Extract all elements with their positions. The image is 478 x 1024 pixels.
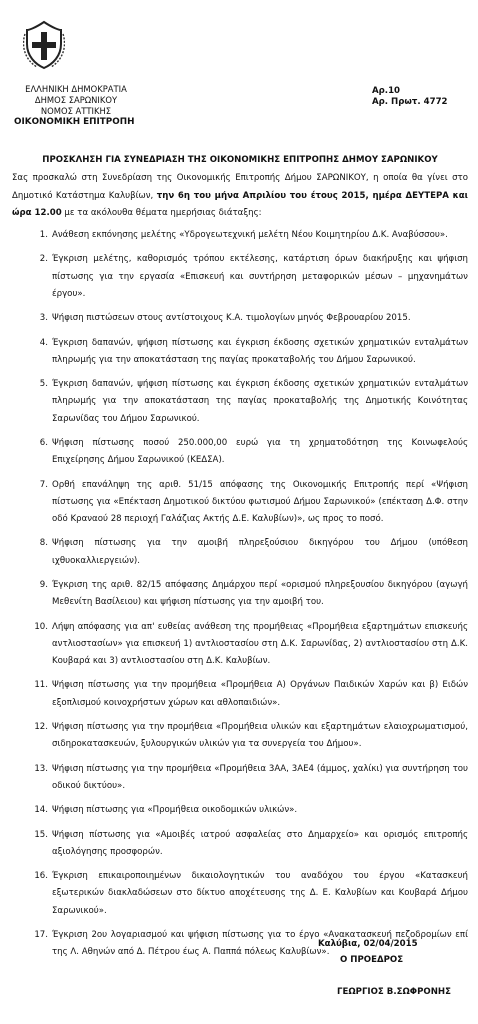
agenda-item-number: 15. xyxy=(34,829,48,840)
signer-role: Ο ΠΡΟΕΔΡΟΣ xyxy=(340,955,404,965)
agenda-item-number: 4. xyxy=(39,337,48,348)
agenda-item-number: 6. xyxy=(39,437,48,448)
issuer-line-municipality: ΔΗΜΟΣ ΣΑΡΩΝΙΚΟΥ xyxy=(34,95,118,105)
meeting-date-time: την 6η του μήνα Απριλίου του έτους 2015, ημέρα ΔΕΥΤΕΡΑ και ώρα 12.00 xyxy=(12,190,468,218)
issuer-block xyxy=(6,84,146,128)
agenda-item xyxy=(22,802,468,819)
agenda-item-text: Έγκριση επικαιροποιημένων δικαιολογητικών του αναδόχου του έργου «Κατασκευή εξωτερικών διακλαδώσεων στο δίκτυο αποχέτευσης της Δ. Ε. Καλυβίων και Κουβαρά Δήμου Σαρωνικού». xyxy=(52,871,468,916)
agenda-item xyxy=(22,227,468,244)
agenda-item-text: Ψήφιση πιστώσεων στους αντίστοιχους Κ.Α. τιμολογίων μηνός Φεβρουαρίου 2015. xyxy=(52,313,411,324)
agenda-item-number: 16. xyxy=(34,871,48,882)
agenda-item xyxy=(22,335,468,369)
agenda-item xyxy=(22,761,468,795)
agenda-item xyxy=(22,435,468,469)
agenda-item xyxy=(22,868,468,920)
greek-coat-of-arms-icon xyxy=(23,20,65,70)
place-date: Καλύβια, 02/04/2015 xyxy=(318,939,418,949)
agenda-item xyxy=(22,577,468,611)
intro-text-end: με τα ακόλουθα θέματα ημερήσιας διάταξης: xyxy=(61,208,262,218)
agenda-item-text: Ανάθεση εκπόνησης μελέτης «Υδρογεωτεχνική μελέτη Νέου Κοιμητηρίου Δ.Κ. Αναβύσσου». xyxy=(52,230,448,240)
agenda-item xyxy=(22,310,468,327)
protocol-number: Αρ. Πρωτ. 4772 xyxy=(372,97,448,107)
issuer-line-state: ΕΛΛΗΝΙΚΗ ΔΗΜΟΚΡΑΤΙΑ xyxy=(25,84,127,94)
agenda-item-number: 2. xyxy=(39,254,48,265)
agenda-item-text: Έγκριση 2ου λογαριασμού και ψήφιση πίστωσης για το έργο «Ανακατασκευή πεζοδρομίων επί της Λ. Αθηνών από Δ. Πέτρου έως Α. Παππά πόλεως Καλυβίων». xyxy=(52,929,468,958)
agenda-item-number: 5. xyxy=(39,379,48,390)
agenda-item-number: 13. xyxy=(34,763,48,774)
agenda-item-number: 7. xyxy=(39,479,48,490)
agenda-item-number: 10. xyxy=(34,621,48,632)
agenda-item-text: Έγκριση μελέτης, καθορισμός τρόπου εκτέλεσης, κατάρτιση όρων διακήρυξης και ψήφιση πίστωσης για την εργασία «Επισκευή και συντήρηση μεταφορικών μέσων – μηχανημάτων έργου». xyxy=(52,254,468,299)
agenda-item-text: Ψήφιση πίστωσης για την προμήθεια «Προμήθεια υλικών και εξαρτημάτων ελαιοχρωματισμού, σιδηροκατασκευών, ξυλουργικών υλικών για τα συνεργεία του Δήμου». xyxy=(52,721,468,750)
agenda-item-number: 14. xyxy=(34,805,48,816)
agenda-item-text: Ψήφιση πίστωσης για «Αμοιβές ιατρού ασφαλείας στο Δημαρχείο» και ορισμός επιτροπής αξιολόγησης προσφορών. xyxy=(52,829,468,857)
agenda-item-number: 8. xyxy=(39,538,48,549)
agenda-item-text: Ψήφιση πίστωσης για την αμοιβή πληρεξούσιου δικηγόρου του Δήμου (υπόθεση ιχθυοκαλλιεργειών). xyxy=(52,538,468,566)
agenda-item xyxy=(22,535,468,569)
issuer-committee: ΟΙΚΟΝΟΜΙΚΗ ΕΠΙΤΡΟΠΗ xyxy=(14,117,135,127)
agenda-item-number: 17. xyxy=(34,929,48,940)
agenda-item xyxy=(22,619,468,671)
agenda-item xyxy=(22,251,468,303)
issuer-line-prefecture: ΝΟΜΟΣ ΑΤΤΙΚΗΣ xyxy=(40,106,112,116)
agenda-item-text: Έγκριση δαπανών, ψήφιση πίστωσης και έγκριση έκδοσης σχετικών χρηματικών ενταλμάτων πληρωμής για την αποκατάσταση της παγίας προκαταβολής της Δημοτικής Κοινότητας Σαρωνίδας του Δήμου Σαρωνικού. xyxy=(52,379,468,424)
agenda-item-number: 12. xyxy=(34,721,48,732)
agenda-item-text: Ψήφιση πίστωσης για «Προμήθεια οικοδομικών υλικών». xyxy=(52,805,298,816)
agenda-item-text: Έγκριση της αριθ. 82/15 απόφασης Δημάρχου περί «ορισμού πληρεξουσίου δικηγόρου (αγωγή Μεθενίτη Βασίλειου) και ψήφιση πίστωσης για την αμοιβή του. xyxy=(52,579,468,608)
agenda-item-number: 3. xyxy=(39,313,48,324)
agenda-item xyxy=(22,677,468,711)
agenda-item-number: 1. xyxy=(39,230,48,240)
agenda-item xyxy=(22,477,468,529)
reference-number: Αρ.10 xyxy=(372,86,401,96)
agenda-item-text: Ψήφιση πίστωσης ποσού 250.000,00 ευρώ για τη χρηματοδότηση της Κοινωφελούς Επιχείρησης Δήμου Σαρωνικού (ΚΕΔΣΑ). xyxy=(52,437,468,466)
agenda-list xyxy=(22,227,468,969)
agenda-item xyxy=(22,719,468,753)
agenda-item-number: 11. xyxy=(34,680,48,691)
agenda-item-number: 9. xyxy=(39,579,48,590)
agenda-item-text: Ορθή επανάληψη της αριθ. 51/15 απόφασης της Οικονομικής Επιτροπής περί «Ψήφιση πίστωσης για «Επέκταση Δημοτικού δικτύου φωτισμού Δήμου Σαρωνικού» (επέκταση Δ.Φ. στην οδό Κραναού 28 περιοχή Γαλάζιας Ακτής Δ.Ε. Καλυβίων)», ως προς το ποσό. xyxy=(52,479,468,524)
agenda-item-text: Λήψη απόφασης για απ' ευθείας ανάθεση της προμήθειας «Προμήθεια εξαρτημάτων επισκευής αντλιοστασίων» για επισκευή 1) αντλιοστασίου στη Δ.Κ. Σαρωνίδας, 2) αντλιοστασίου στη Δ.Κ. Κουβαρά και 3) αντλιοστασίου στη Δ.Κ. Καλυβίων. xyxy=(52,621,468,666)
agenda-item-text: Έγκριση δαπανών, ψήφιση πίστωσης και έγκριση έκδοσης σχετικών χρηματικών ενταλμάτων πληρωμής για την αποκατάσταση της παγίας προκαταβολής του Δήμου Σαρωνικού. xyxy=(52,337,468,365)
signer-name: ΓΕΩΡΓΙΟΣ Β.ΣΩΦΡΟΝΗΣ xyxy=(337,987,451,997)
agenda-item xyxy=(22,376,468,428)
reference-block xyxy=(372,86,448,108)
document-title: ΠΡΟΣΚΛΗΣΗ ΓΙΑ ΣΥΝΕΔΡΙΑΣΗ ΤΗΣ ΟΙΚΟΝΟΜΙΚΗΣ ΕΠΙΤΡΟΠΗΣ ΔΗΜΟΥ ΣΑΡΩΝΙΚΟΥ xyxy=(42,155,438,165)
intro-paragraph xyxy=(12,170,468,223)
agenda-item-text: Ψήφιση πίστωσης για την προμήθεια «Προμήθεια Α) Οργάνων Παιδικών Χαρών και β) Ειδών εξοπλισμού κοινοχρήστων χώρων και αθλοπαιδιών». xyxy=(52,680,468,708)
agenda-item xyxy=(22,827,468,861)
agenda-item-text: Ψήφιση πίστωσης για την προμήθεια «Προμήθεια 3ΑΑ, 3ΑΕ4 (άμμος, χαλίκι) για συντήρηση του οδικού δικτύου». xyxy=(52,763,468,791)
intro-text-start: Σας προσκαλώ στη Συνεδρίαση της Οικονομικής Επιτροπής Δήμου ΣΑΡΩΝΙΚΟΥ, η οποία θα γίνει στο Δημοτικό Κατάστημα Καλυβίων, xyxy=(12,173,468,201)
